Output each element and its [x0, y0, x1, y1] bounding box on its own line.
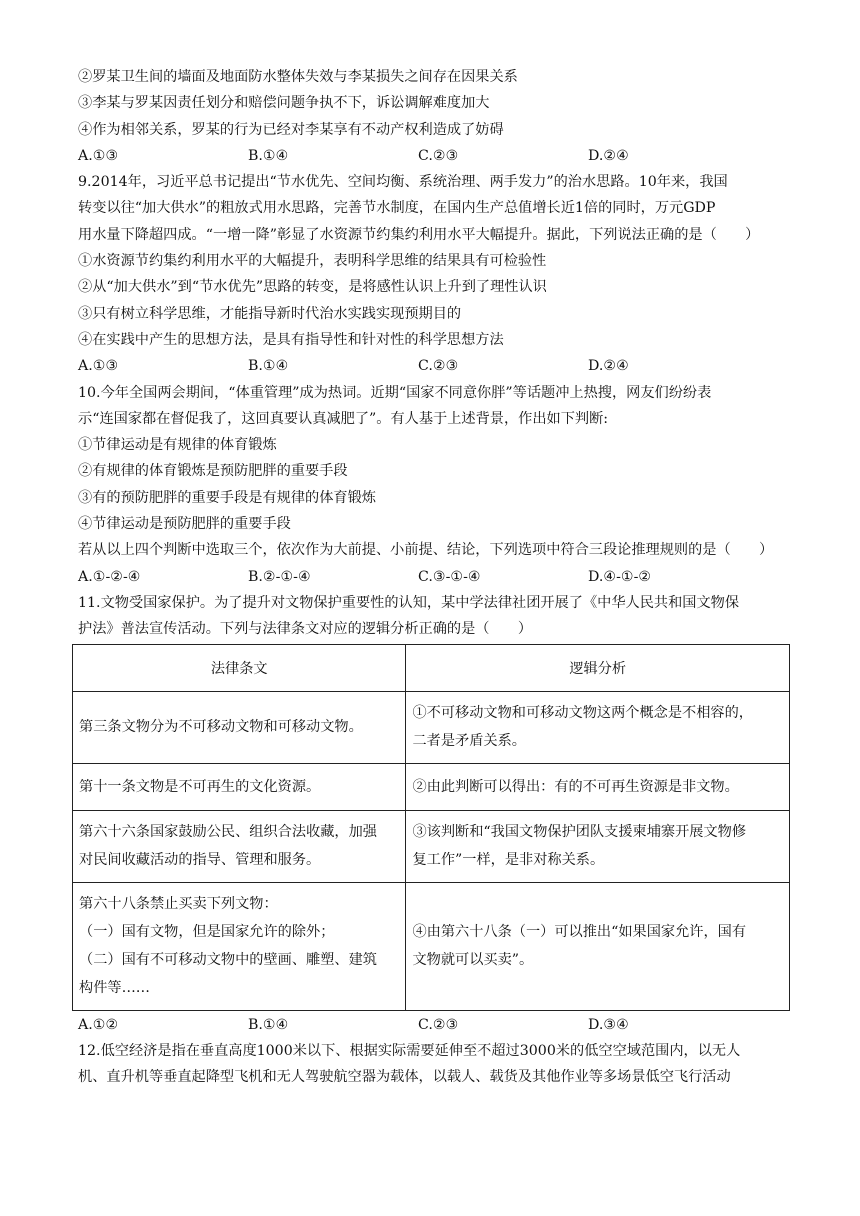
- option-a: A.①③: [78, 147, 119, 164]
- analysis-cell: [406, 763, 790, 810]
- cell-text: 第三条文物分为不可移动文物和可移动文物。: [79, 719, 363, 736]
- law-analysis-table: [72, 644, 790, 1011]
- analysis-cell: [406, 691, 790, 763]
- statement: ③李某与罗某因责任划分和赔偿问题争执不下，诉讼调解难度加大: [78, 95, 490, 112]
- statement: ④在实践中产生的思想方法，是具有指导性和针对性的科学思想方法: [78, 331, 504, 348]
- analysis-cell: [406, 882, 790, 1010]
- question-stem-line: 护法》普法宣传活动。下列与法律条文对应的逻辑分析正确的是（ ）: [78, 621, 533, 638]
- option-a: A.①-②-④: [78, 568, 141, 585]
- law-cell: [73, 691, 406, 763]
- cell-text: 对民间收藏活动的指导、管理和服务。: [79, 852, 321, 869]
- header-law-article: 法律条文: [73, 644, 406, 691]
- option-b: B.①④: [248, 147, 289, 164]
- answer-options: [78, 353, 792, 379]
- table-header-row: [73, 644, 790, 691]
- cell-text: 第十一条文物是不可再生的文化资源。: [79, 778, 321, 795]
- statement: ②从“加大供水”到“节水优先”思路的转变，是将感性认识上升到了理性认识: [78, 279, 547, 296]
- answer-options: [78, 143, 792, 169]
- cell-text: ①不可移动文物和可移动文物这两个概念是不相容的，: [412, 705, 753, 722]
- table-row: [73, 882, 790, 1010]
- question-stem-line: 转变以往“加大供水”的粗放式用水思路，完善节水制度，在国内生产总值增长近1倍的同时，万元GDP: [78, 200, 716, 217]
- cell-text: 第六十六条国家鼓励公民、组织合法收藏，加强: [79, 824, 377, 841]
- option-c: C.③-①-④: [418, 568, 481, 585]
- table-row: [73, 691, 790, 763]
- statement: ①节律运动是有规律的体育锻炼: [78, 437, 277, 454]
- question-stem-line: 12.低空经济是指在垂直高度1000米以下、根据实际需要延伸至不超过3000米的低空空域范围内，以无人: [78, 1042, 741, 1059]
- law-cell: [73, 763, 406, 810]
- statement: ③有的预防肥胖的重要手段是有规律的体育锻炼: [78, 489, 376, 506]
- option-a: A.①③: [78, 358, 119, 375]
- question-stem-line: 11.文物受国家保护。为了提升对文物保护重要性的认知，某中学法律社团开展了《中华人民共和国文物保: [78, 594, 740, 611]
- exam-page: [78, 64, 792, 1090]
- answer-options: [78, 1012, 792, 1038]
- cell-text: ④由第六十八条（一）可以推出“如果国家允许，国有: [412, 924, 747, 941]
- option-a: A.①②: [78, 1016, 119, 1033]
- cell-text: 文物就可以买卖”。: [412, 952, 534, 969]
- question-stem-line: 10.今年全国两会期间，“体重管理”成为热词。近期“国家不同意你胖”等话题冲上热搜，网友们纷纷表: [78, 384, 712, 401]
- law-cell: [73, 810, 406, 882]
- cell-text: 二者是矛盾关系。: [412, 733, 526, 750]
- cell-text: （一）国有文物，但是国家允许的除外；: [79, 924, 335, 941]
- question-stem-line: 9.2014年，习近平总书记提出“节水优先、空间均衡、系统治理、两手发力”的治水思路。10年来，我国: [78, 174, 728, 191]
- option-c: C.②③: [418, 1016, 459, 1033]
- option-d: D.③④: [588, 1016, 629, 1033]
- question-10: [78, 380, 792, 590]
- header-logic-analysis: 逻辑分析: [406, 644, 790, 691]
- cell-text: ③该判断和“我国文物保护团队支援柬埔寨开展文物修: [412, 824, 747, 841]
- option-d: D.②④: [588, 358, 629, 375]
- cell-text: 第六十八条禁止买卖下列文物：: [79, 896, 278, 913]
- table-row: [73, 810, 790, 882]
- statement: ④节律运动是预防肥胖的重要手段: [78, 516, 291, 533]
- statement: ①水资源节约集约利用水平的大幅提升，表明科学思维的结果具有可检验性: [78, 253, 547, 270]
- question-9: [78, 169, 792, 379]
- option-d: D.④-①-②: [588, 568, 652, 585]
- law-cell: [73, 882, 406, 1010]
- option-b: B.①④: [248, 1016, 289, 1033]
- question-12: [78, 1038, 792, 1091]
- question-8-tail: [78, 64, 792, 169]
- cell-text: 构件等……: [79, 980, 150, 997]
- cell-text: ②由此判断可以得出：有的不可再生资源是非文物。: [412, 778, 739, 795]
- cell-text: （二）国有不可移动文物中的壁画、雕塑、建筑: [79, 952, 377, 969]
- statement: ②有规律的体育锻炼是预防肥胖的重要手段: [78, 463, 348, 480]
- question-stem-line: 示“连国家都在督促我了，这回真要认真减肥了”。有人基于上述背景，作出如下判断:: [78, 410, 609, 427]
- answer-options: [78, 564, 792, 590]
- statement: ②罗某卫生间的墙面及地面防水整体失效与李某损失之间存在因果关系: [78, 69, 518, 85]
- option-d: D.②④: [588, 147, 629, 164]
- question-11: [78, 590, 792, 1038]
- question-stem-line: 用水量下降超四成。“一增一降”彰显了水资源节约集约利用水平大幅提升。据此，下列说法正确的是（ ）: [78, 226, 760, 243]
- question-prompt: 若从以上四个判断中选取三个，依次作为大前提、小前提、结论，下列选项中符合三段论推理规则的是（ ）: [78, 542, 774, 559]
- option-b: B.①④: [248, 358, 289, 375]
- statement: ③只有树立科学思维，才能指导新时代治水实践实现预期目的: [78, 305, 462, 322]
- option-c: C.②③: [418, 358, 459, 375]
- analysis-cell: [406, 810, 790, 882]
- question-stem-line: 机、直升机等垂直起降型飞机和无人驾驶航空器为载体，以载人、载货及其他作业等多场景低空飞行活动: [78, 1069, 731, 1086]
- cell-text: 复工作”一样，是非对称关系。: [412, 852, 605, 869]
- option-b: B.②-①-④: [248, 568, 311, 585]
- statement: ④作为相邻关系，罗某的行为已经对李某享有不动产权利造成了妨碍: [78, 121, 504, 138]
- table-row: [73, 763, 790, 810]
- option-c: C.②③: [418, 147, 459, 164]
